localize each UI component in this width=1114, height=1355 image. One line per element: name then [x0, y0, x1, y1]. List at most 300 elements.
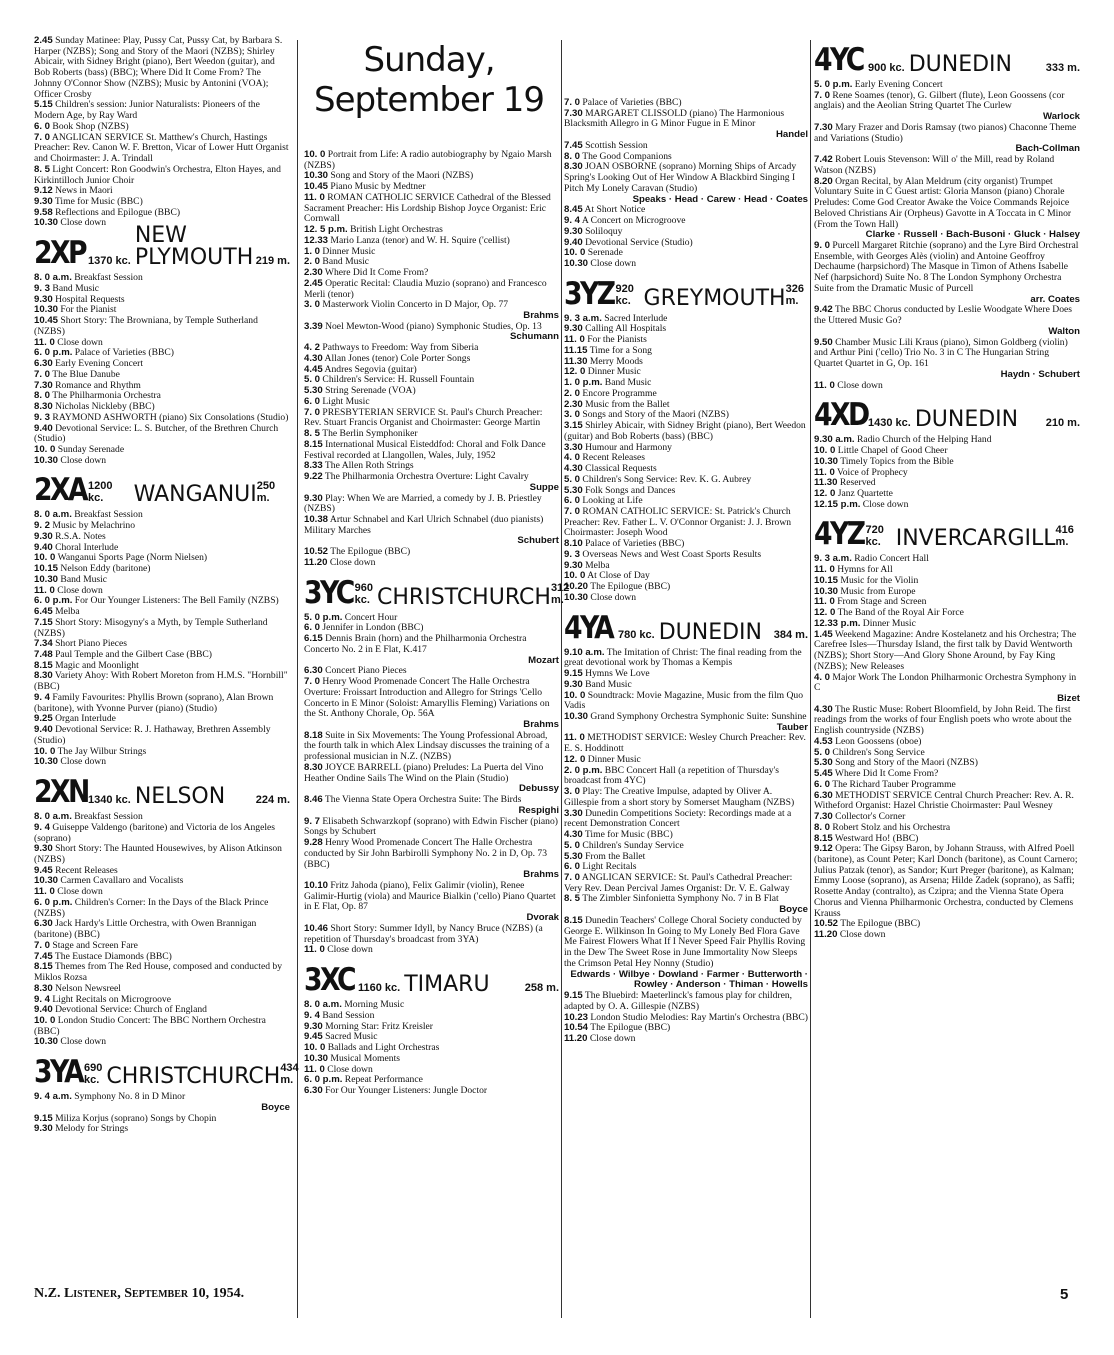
programme-text: Short Story: The Haunted Housewives, by Alison Atkinson (NZBS) [34, 843, 282, 865]
programme-text: Sunday Matinee: Play, Pussy Cat, Pussy Cat, by Barbara S. Harper (NZBS); Song and Story of the Maori (NZBS); Shirley Abicair, with Sidney Bright (piano), Bert Weedon (guitar), and Bob Roberts (bass) (BBC); Where Did It Come From? The Johnny O'Connor Show (NZBS); Music by Antonini (VOA); Officer Crosby [34, 35, 283, 100]
programme-text: Concert Piano Pieces [322, 665, 407, 677]
programme-time: 4. 0 [564, 452, 581, 464]
composer-name: Dvorak [526, 912, 559, 924]
programme-time: 4.30 [564, 463, 583, 475]
programme-time: 7. 0 [304, 676, 321, 688]
programme-text: Soliloquy [582, 225, 623, 237]
composer-name: Bach-Collman [1015, 143, 1080, 155]
programme-time: 2.30 [304, 267, 323, 279]
programme-entry [304, 408, 559, 429]
programme-entry [34, 725, 290, 746]
programme-time: 12. 0 [564, 753, 586, 765]
programme-time: 11.20 [304, 556, 328, 568]
programme-text: Early Evening Concert [852, 79, 943, 90]
programme-time: 10.52 [304, 546, 329, 558]
programme-entry [304, 279, 559, 300]
programme-text: From Stage and Screen [834, 596, 927, 608]
programme-time: 4.30 [304, 352, 323, 364]
programme-time: 7. 0 [34, 368, 51, 380]
station-name: CHRISTCHURCH [106, 1064, 281, 1090]
programme-text: Time for a Song [587, 344, 652, 356]
programme-text: R.S.A. Notes [52, 530, 106, 542]
programme-text: Music by Melachrino [50, 520, 136, 532]
station-call: 4XD [814, 397, 868, 434]
programme-text: The Richard Tauber Programme [830, 778, 956, 790]
programme-entry [564, 787, 808, 808]
programme-text: BBC Concert Hall (a repetition of Thursday's broadcast from 4YC) [564, 764, 779, 787]
programme-time: 10.30 [34, 304, 59, 316]
programme-text: Close down [58, 454, 106, 466]
programme-time: 10.30 [34, 217, 59, 229]
programme-text: JOYCE BARRELL (piano) Preludes: La Puerta del Vino Heather Ondine Sails The Wind on the Plain (Studio) [304, 761, 544, 784]
programme-time: 10. 0 [814, 445, 836, 457]
programme-time: 5.45 [814, 768, 833, 780]
programme-text: Major Work The London Philharmonic Orchestra Symphony in C [814, 671, 1077, 694]
programme-text: Close down [54, 336, 103, 348]
programme-time: 10.30 [34, 573, 59, 585]
programme-text: Song and Story of the Maori (NZBS) [832, 757, 978, 769]
programme-text: Robert Stolz and his Orchestra [830, 821, 951, 833]
programme-time: 8. 0 a.m. [34, 509, 72, 521]
programme-time: 9.15 [564, 668, 583, 680]
programme-text: Close down [324, 1063, 373, 1075]
station-call: 3XC [304, 962, 354, 999]
programme-text: Portrait from Life: A radio autobiography by Ngaio Marsh (NZBS) [304, 149, 552, 171]
programme-time: 6. 0 p.m. [304, 1074, 343, 1086]
column-rule [561, 40, 562, 1318]
programme-text: Music for the Violin [838, 574, 919, 586]
programme-time: 8.15 [34, 961, 53, 973]
station-header [814, 44, 1080, 76]
programme-entry [814, 338, 1080, 370]
programme-entry [34, 316, 290, 337]
programme-text: Collector's Corner [832, 811, 906, 823]
programme-time: 8.30 [34, 401, 53, 413]
programme-text: International Musical Eisteddfod: Choral and Folk Dance Festival recorded at Llangollen, Wales, July, 1952 [304, 438, 546, 461]
programme-text: Westward Ho! (BBC) [832, 832, 919, 844]
programme-text: Breakfast Session [71, 272, 143, 284]
programme-time: 9.30 [34, 293, 53, 305]
station-name: WANGANUI [133, 482, 257, 508]
programme-text: Overseas News and West Coast Sports Results [580, 548, 762, 560]
programme-time: 9.30 [304, 1020, 323, 1032]
programme-text: Family Favourites: Phyllis Brown (soprano), Alan Brown (baritone), with Yvonne Purver (piano) (Studio) [34, 691, 274, 714]
programme-time: 5.30 [814, 757, 833, 769]
programme-entry [304, 472, 559, 483]
programme-entry [304, 300, 559, 311]
programme-time: 6. 0 [304, 395, 321, 407]
programme-text: Recent Releases [580, 452, 646, 464]
programme-time: 4. 0 [814, 671, 831, 683]
programme-entry [564, 1034, 808, 1045]
programme-time: 11. 0 [814, 596, 835, 608]
programme-time: 11. 0 [564, 334, 585, 346]
programme-entry [564, 894, 808, 905]
programme-time: 9.50 [814, 336, 833, 348]
programme-time: 12. 0 [814, 487, 836, 499]
programme-time: 10. 0 [564, 247, 586, 259]
programme-text: Hymns for All [834, 564, 893, 576]
programme-time: 10.10 [304, 880, 329, 891]
programme-time: 8. 0 a.m. [34, 272, 72, 284]
programme-text: Little Chapel of Good Cheer [835, 445, 948, 457]
programme-text: Dennis Brain (horn) and the Philharmonia Orchestra Concerto No. 2 in E Flat, K.417 [304, 633, 527, 655]
programme-time: 9. 3 a.m. [564, 312, 602, 324]
programme-time: 11. 0 [34, 336, 55, 348]
programme-time: 8. 5 [564, 893, 581, 905]
programme-entry [564, 109, 808, 130]
station-name: INVERCARGILL [895, 526, 1056, 552]
composer-name: Suppe [529, 481, 559, 493]
programme-time: 10.30 [304, 1052, 329, 1064]
programme-time: 10. 0 [34, 745, 56, 757]
programme-entry [34, 133, 290, 165]
programme-text: Hospital Requests [52, 293, 125, 305]
programme-text: Morning Music [341, 999, 405, 1011]
programme-text: Radio Concert Hall [851, 553, 929, 565]
programme-time: 10.30 [34, 454, 59, 466]
programme-text: Organ Interlude [52, 713, 116, 725]
programme-time: 10.30 [34, 1036, 59, 1048]
station-call: 4YC [814, 42, 863, 78]
programme-time: 4.53 [814, 735, 833, 747]
programme-time: 9. 7 [304, 815, 321, 827]
programme-time: 2. 0 p.m. [564, 764, 603, 776]
station-name: NEW PLYMOUTH [134, 223, 254, 271]
programme-text: Dinner Music [585, 753, 641, 765]
programme-time: 9.40 [34, 422, 53, 434]
programme-text: Reflections and Epilogue (BBC) [52, 206, 181, 218]
programme-entry [814, 177, 1080, 231]
programme-text: Leon Goossens (oboe) [832, 735, 922, 747]
programme-entry [564, 766, 808, 787]
programme-text: The Band of the Royal Air Force [835, 607, 964, 619]
programme-time: 7.34 [34, 638, 53, 650]
programme-time: 12. 0 [564, 366, 586, 378]
programme-text: Book Shop (NZBS) [50, 120, 129, 132]
programme-time: 10. 0 [564, 689, 586, 701]
programme-text: Miliza Korjus (soprano) Songs by Chopin [52, 1112, 217, 1124]
station-frequency: 1200 kc. [88, 479, 113, 505]
programme-text: Music from the Ballet [582, 398, 670, 410]
programme-time: 9. 4 [34, 691, 51, 703]
station-wavelength: 250 m. [256, 479, 276, 505]
programme-time: 9.25 [34, 713, 53, 725]
programme-time: 10. 0 [34, 552, 56, 564]
programme-text: Carmen Cavallaro and Vocalists [58, 875, 184, 887]
station-wavelength: 312 m. [550, 582, 570, 607]
programme-entry [564, 507, 808, 539]
programme-time: 9.30 [34, 530, 53, 542]
programme-entry [34, 1037, 290, 1048]
programme-text: Band Music [582, 678, 632, 690]
programme-entry [564, 648, 808, 669]
programme-time: 5. 0 [564, 839, 581, 851]
programme-time: 10.30 [34, 756, 59, 768]
programme-time: 11.30 [814, 477, 838, 489]
station-call: 2XP [34, 235, 85, 272]
station-wavelength: 416 m. [1055, 523, 1074, 549]
programme-time: 6. 0 [34, 120, 51, 132]
programme-time: 12.15 p.m. [814, 498, 861, 510]
programme-entry [564, 809, 808, 830]
programme-time: 7. 0 [564, 505, 581, 517]
programme-time: 8.30 [304, 761, 323, 773]
programme-text: Dunedin Competitions Society: Recordings made at a recent Demonstration Concert [564, 807, 792, 830]
programme-text: Close down [54, 886, 103, 898]
programme-entry [814, 91, 1080, 112]
programme-entry [814, 241, 1080, 295]
programme-text: Andres Segovia (guitar) [322, 363, 417, 375]
programme-text: Songs and Story of the Maori (NZBS) [580, 409, 729, 421]
programme-time: 5.30 [564, 850, 583, 862]
programme-entry [34, 1124, 290, 1135]
programme-text: Close down [54, 584, 103, 596]
programme-time: 3.30 [564, 807, 583, 819]
programme-time: 7. 0 [34, 131, 51, 143]
programme-text: The Epilogue (BBC) [588, 1022, 671, 1034]
programme-text: The Eustace Diamonds (BBC) [52, 950, 172, 962]
programme-text: Weekend Magazine: Andre Kostelanetz and his Orchestra; The Carefree Isles—Thursday Island, the first talk by David Wentworth (NZBS); Short Story—And Glory Shone Around, by Fay King (NZBS); New Releases [814, 628, 1077, 672]
programme-text: Dinner Music [320, 245, 376, 257]
programme-time: 2. 0 [564, 387, 581, 399]
programme-time: 9.10 a.m. [564, 646, 605, 658]
programme-entry [34, 919, 290, 940]
programme-time: 10. 0 [34, 1015, 56, 1027]
programme-time: 9.15 [34, 1112, 53, 1124]
programme-time: 5. 0 p.m. [814, 79, 853, 90]
programme-time: 6. 0 p.m. [34, 896, 73, 908]
programme-text: The Imitation of Christ: The final reading from the great devotional work by Thomas a Kempis [564, 646, 802, 669]
programme-time: 6.45 [34, 606, 53, 618]
programme-text: Morning Star: Fritz Kreisler [322, 1020, 433, 1032]
programme-time: 9.15 [564, 990, 583, 1002]
programme-text: The Bluebird: Maeterlinck's famous play for children, adapted by O. A. Gillespie (NZBS) [564, 990, 793, 1012]
programme-entry [814, 123, 1080, 144]
programme-time: 10.30 [564, 591, 589, 603]
programme-text: Time for Music (BBC) [52, 196, 143, 208]
programme-time: 11.20 [814, 929, 838, 941]
programme-time: 5. 0 [814, 746, 831, 758]
programme-time: 2.45 [34, 35, 53, 46]
station-wavelength: 384 m. [773, 629, 808, 642]
programme-text: Soundtrack: Movie Magazine, Music from the film Quo Vadis [564, 689, 804, 712]
programme-time: 10.15 [814, 574, 839, 586]
programme-time: 8.30 [564, 161, 583, 173]
programme-text: A Concert on Microgroove [580, 215, 686, 227]
programme-time: 9.30 [564, 678, 583, 690]
programme-text: The Berlin Symphoniker [320, 428, 418, 440]
programme-time: 11. 0 [304, 1063, 325, 1075]
programme-text: Short Story: The Browniana, by Temple Sutherland (NZBS) [34, 315, 258, 337]
station-call: 3YZ [564, 275, 614, 312]
programme-time: 6.30 [34, 358, 53, 370]
programme-text: For Our Younger Listeners: Jungle Doctor [322, 1085, 488, 1097]
programme-time: 11. 0 [814, 379, 835, 391]
programme-text: METHODIST SERVICE: Wesley Church Preacher: Rev. E. S. Hoddinott [564, 732, 806, 755]
programme-text: Serenade [585, 247, 623, 259]
programme-text: Concert Hour [342, 611, 398, 623]
programme-time: 2.30 [564, 398, 583, 410]
station-call: 4YZ [814, 516, 864, 553]
programme-time: 5. 0 [564, 473, 581, 485]
programme-time: 8. 5 [34, 163, 51, 175]
programme-text: Devotional Service (Studio) [582, 236, 693, 248]
programme-text: Close down [588, 591, 636, 603]
station-frequency: 900 kc. [868, 61, 905, 74]
column-4 [814, 36, 1080, 941]
station-wavelength: 333 m. [1045, 61, 1080, 74]
programme-time: 9.30 [34, 196, 53, 208]
programme-time: 10.30 [34, 875, 59, 887]
programme-text: Sunday Serenade [55, 443, 125, 455]
programme-text: Band Music [50, 282, 100, 294]
programme-text: Humour and Harmony [582, 441, 672, 453]
programme-text: The Zimbler Sinfonietta Symphony No. 7 in B Flat [580, 893, 779, 905]
programme-time: 9.58 [34, 206, 53, 218]
programme-time: 9.28 [304, 837, 323, 849]
programme-time: 11. 0 [34, 584, 55, 596]
programme-text: Nelson Newsreel [52, 982, 121, 994]
programme-text: The Rustic Muse: Robert Bloomfield, by John Reid. The first readings from the works of four English poets who wrote about the English countryside (NZBS) [814, 703, 1072, 737]
programme-time: 6.30 [814, 789, 833, 801]
station-call: 4YA [564, 609, 613, 646]
programme-time: 9. 3 [34, 282, 51, 294]
programme-time: 5. 0 [304, 374, 321, 386]
programme-text: Children's session: Junior Naturalists: Pioneers of the Modern Age, by Ray Ward [34, 99, 260, 122]
programme-time: 9.40 [34, 724, 53, 736]
programme-text: Light Recitals [580, 861, 637, 873]
programme-time: 7. 0 [304, 406, 321, 418]
programme-text: Reserved [837, 477, 876, 489]
programme-time: 10.46 [304, 922, 329, 934]
programme-text: Where Did It Come From? [832, 768, 939, 780]
programme-entry [34, 823, 290, 844]
composer-name: Boyce [261, 1101, 290, 1113]
programme-text: Encore Programme [580, 387, 657, 399]
programme-time: 8.30 [34, 982, 53, 994]
programme-text: The Vienna State Opera Orchestra Suite: The Birds [322, 794, 522, 806]
programme-entry [814, 155, 1080, 176]
programme-text: JOAN OSBORNE (soprano) Morning Ships of Arcady Spring's Looking Out of Her Window A Blackbird Singing I Pitch My Lonely Caravan (Studio) [564, 161, 797, 194]
programme-text: Folk Songs and Dances [582, 484, 676, 496]
programme-entry [564, 259, 808, 270]
programme-text: The Epilogue (BBC) [328, 546, 411, 558]
programme-entry [814, 844, 1080, 919]
programme-text: Close down [58, 1036, 106, 1048]
station-header [304, 962, 559, 999]
programme-time: 7. 0 [564, 97, 581, 108]
station-call: 2XA [34, 472, 87, 509]
programme-text: Children's Song Service [830, 746, 925, 758]
programme-text: Band Session [320, 1009, 375, 1021]
programme-time: 9. 4 [304, 1009, 321, 1021]
programme-text: The Epilogue (BBC) [838, 918, 921, 930]
programme-text: Repeat Performance [342, 1074, 423, 1086]
station-header [564, 609, 808, 646]
programme-time: 12.33 p.m. [814, 617, 861, 629]
programme-text: Close down [860, 498, 909, 510]
programme-text: Time for Music (BBC) [582, 829, 673, 841]
programme-text: Close down [58, 756, 106, 768]
programme-entry [34, 962, 290, 983]
station-name: DUNEDIN [908, 52, 1012, 77]
programme-text: Melba [52, 606, 80, 618]
programme-time: 11. 0 [814, 466, 835, 478]
programme-time: 10.54 [564, 1022, 589, 1034]
composer-name: Brahms [523, 718, 559, 730]
programme-text: Close down [58, 217, 106, 229]
programme-text: Symphony No. 8 in D Minor [71, 1091, 186, 1103]
station-wavelength: 224 m. [255, 793, 290, 806]
programme-text: Scottish Session [582, 139, 648, 151]
programme-entry [304, 1086, 559, 1097]
programme-text: For the Pianists [584, 334, 647, 346]
programme-text: Music from Europe [838, 585, 916, 597]
programme-time: 4.30 [564, 829, 583, 841]
programme-time: 9.12 [814, 843, 833, 855]
programme-text: Nelson Eddy (baritone) [58, 563, 151, 575]
composer-name: Schubert [517, 535, 559, 547]
programme-text: METHODIST SERVICE Central Church Preacher: Rev. A. R. Witheford Organist: Hazel Christie Choirmaster: Paul Wesney [814, 789, 1074, 812]
programme-time: 6. 0 [564, 861, 581, 873]
station-header [814, 397, 1080, 434]
page-title: Sunday, September 19 [313, 40, 544, 120]
programme-time: 9.30 a.m. [814, 434, 855, 446]
programme-text: The BBC Chorus conducted by Leslie Woodgate Where Does the Uttered Music Go? [814, 304, 1072, 327]
programme-text: Henry Wood Promenade Concert The Halle Orchestra conducted by Sir John Barbirolli Symphony No. 2 in D, Op. 73 (BBC) [304, 837, 548, 870]
programme-entry [304, 731, 559, 763]
programme-time: 8. 0 a.m. [304, 999, 342, 1011]
programme-time: 5.30 [304, 385, 323, 397]
programme-time: 9.30 [34, 843, 53, 855]
programme-text: Robert Louis Stevenson: Will o' the Mill, read by Roland Watson (NZBS) [814, 154, 1055, 176]
column-1 [34, 35, 299, 1135]
programme-text: PRESBYTERIAN SERVICE St. Paul's Church Preacher: Rev. Stuart Francis Organist and Choirmaster: George Martin [304, 406, 543, 429]
composer-name: Edwards · Wilbye · Dowland · Farmer · Butterworth · Rowley · Anderson · Thiman · Howells [570, 968, 808, 991]
programme-time: 10.30 [814, 455, 839, 467]
composer-name: Bizet [1057, 692, 1080, 704]
composer-name: Clarke · Russell · Bach-Busoni · Gluck · Halsey [865, 229, 1080, 241]
composer-name: Warlock [1043, 111, 1080, 123]
programme-time: 3. 0 [564, 786, 581, 798]
programme-text: The Philharmonia Orchestra [50, 390, 161, 402]
programme-time: 9. 4 a.m. [34, 1091, 72, 1103]
programme-text: Play: When We are Married, a comedy by J. B. Priestley (NZBS) [304, 492, 542, 515]
programme-text: Palace of Varieties (BBC) [72, 347, 174, 359]
programme-text: Looking at Life [580, 495, 643, 507]
programme-entry [814, 630, 1080, 673]
programme-entry [34, 693, 290, 714]
programme-entry [34, 1016, 290, 1037]
programme-text: Children's Song Service: Rev. K. G. Aubrey [580, 473, 752, 485]
programme-text: Guiseppe Valdengo (baritone) and Victoria de los Angeles (soprano) [34, 821, 276, 844]
station-name: TIMARU [404, 972, 490, 998]
programme-time: 9. 2 [34, 520, 51, 532]
programme-text: For the Pianist [58, 304, 117, 316]
programme-text: Jack Hardy's Little Orchestra, with Owen Brannigan (baritone) (BBC) [34, 918, 257, 941]
programme-text: The Epilogue (BBC) [588, 581, 671, 593]
programme-time: 8.46 [304, 794, 323, 806]
station-header [564, 275, 808, 312]
programme-text: Dinner Music [585, 366, 641, 378]
programme-text: Dinner Music [860, 617, 916, 629]
programme-time: 10.20 [564, 581, 589, 593]
programme-time: 7.15 [34, 616, 53, 628]
footer-publication: N.Z. Listener, September 10, 1954. [34, 1286, 245, 1301]
programme-time: 4.30 [814, 703, 833, 715]
programme-text: Band Music [320, 256, 370, 268]
